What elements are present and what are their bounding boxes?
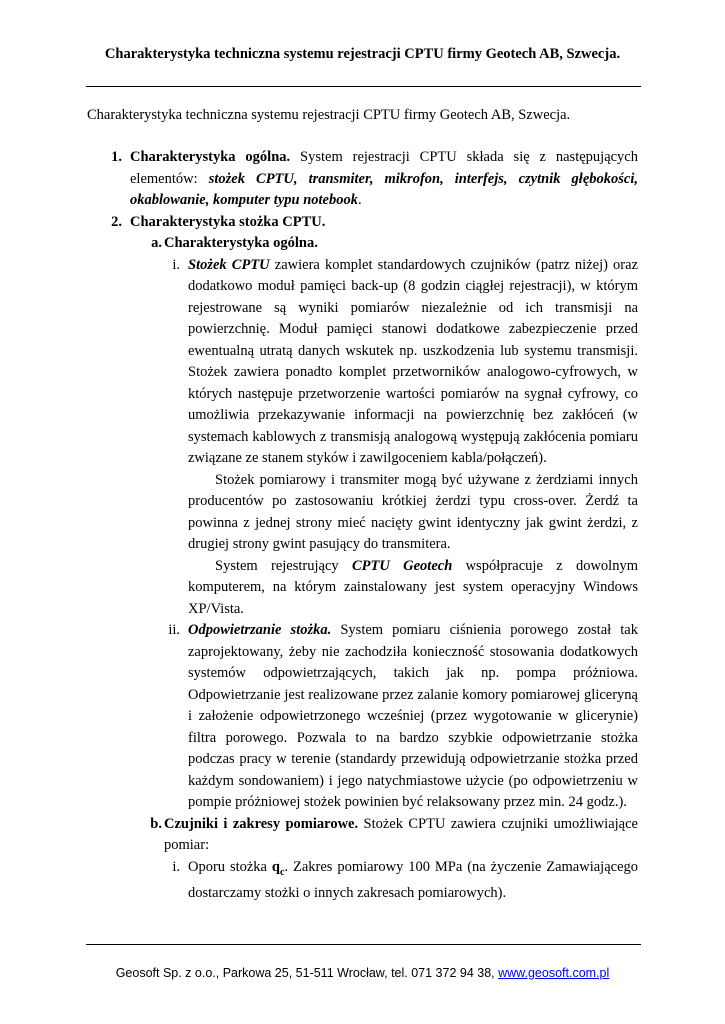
- section-2a-ii-text: [188, 620, 638, 814]
- section-2a-i-p3-term: CPTU Geotech: [351, 557, 453, 574]
- section-2a-i-p3-a: System rejestrujący: [215, 557, 352, 574]
- section-1-number: 1.: [111, 149, 122, 165]
- footer-divider: [86, 944, 641, 945]
- section-2a-i-number: i.: [172, 256, 180, 273]
- section-2a-heading-text: Charakterystyka ogólna.: [164, 235, 318, 251]
- section-2-heading: [130, 212, 638, 234]
- section-2b: [0, 814, 725, 857]
- intro-line: Charakterystyka techniczna systemu rejestracji CPTU firmy Geotech AB, Szwecja.: [87, 107, 571, 123]
- section-2a-i-p2: Stożek pomiarowy i transmiter mogą być używane z żerdziami innych producentów po zastosowaniu krótkiej żerdzi typu cross-over. Żerdź ta powinna z jednej strony mieć nacięty gwint identyczny jak gwint żerdzi, z drugiej strony gwint pasujący do transmitera.: [188, 471, 638, 552]
- section-2a-ii-body: System pomiaru ciśnienia porowego został tak zaprojektowany, żeby nie zachodziła konieczność stosowania dodatkowych systemów odpowietrzających, takich jak np. pompa próżniowa. Odpowietrzanie jest realizowane przez zalanie komory pomiarowej gliceryną i założenie odpowietrzonego wcześniej (przez wygotowanie w glicerynie) filtra porowego. Pozwala to na bardzo szybkie odpowietrzanie stożka podczas pracy w terenie (standardy przewidują odpowietrzanie stożka przed każdym sondowaniem) i jego natychmiastowe użycie (po odpowietrzeniu w pompie próżniowej stożek powinien być relaksowany przez min. 24 godz.).: [188, 622, 638, 810]
- header-title: Charakterystyka techniczna systemu rejestracji CPTU firmy Geotech AB, Szwecja.: [104, 46, 621, 62]
- section-2a-i-p1-text: zawiera komplet standardowych czujników (patrz niżej) oraz dodatkowo moduł pamięci back-up (8 godzin ciągłej rejestracji), w którym rejestrowane są wyniki pomiarów niezależnie od ich transmisji na powierzchnię. Moduł pamięci stanowi dodatkowe zabezpieczenie przed ewentualną utratą danych wskutek np. uszkodzenia lub systemu transmisji. Stożek zawiera ponadto komplet przetworników analogowo-cyfrowych, w których następuje przetworzenie wartości pomiarów na sygnał cyfrowy, co umożliwia przekazywanie informacji na powierzchnię bez zakłóceń (w systemach kablowych z transmisją analogową występują zakłócenia pomiaru związane ze stanem styków i zawilgoceniem kabla/połączeń).: [188, 256, 638, 466]
- section-1-end: .: [358, 192, 362, 208]
- section-1-text: [130, 147, 638, 212]
- section-2a-ii-term: Odpowietrzanie stożka.: [188, 622, 332, 638]
- section-2-number: 2.: [111, 213, 122, 230]
- footer-text: Geosoft Sp. z o.o., Parkowa 25, 51-511 Wrocław, tel. 071 372 94 38,: [115, 966, 499, 980]
- section-2a-i-p1: [188, 255, 638, 470]
- section-2b-i-b: . Zakres pomiarowy 100 MPa (na życzenie Zamawiającego dostarczamy stożki o innych zakresach pomiarowych).: [188, 858, 639, 901]
- section-2a-heading: [164, 233, 638, 255]
- section-2a-i-p3-b: współpracuje z dowolnym komputerem, na którym zainstalowany jest system operacyjny Windows XP/Vista.: [188, 557, 638, 617]
- page-header: [0, 46, 725, 63]
- section-2b-heading: Czujniki i zakresy pomiarowe.: [164, 815, 359, 832]
- section-2a-ii: [0, 620, 725, 814]
- section-1: [0, 147, 725, 212]
- section-2b-i-number: i.: [172, 858, 180, 875]
- section-2a-number: a.: [151, 235, 162, 251]
- section-2: [0, 212, 725, 234]
- section-2b-i-a: Oporu stożka: [188, 858, 272, 875]
- footer-website-link[interactable]: www.geosoft.com.pl: [498, 966, 610, 980]
- section-2b-i-subscript: c: [279, 866, 285, 878]
- section-2b-text: [164, 814, 638, 857]
- section-2a: [0, 233, 725, 255]
- section-1-heading: Charakterystyka ogólna.: [130, 149, 291, 165]
- section-2a-i-p3: [188, 556, 638, 621]
- section-1-body: System rejestracji CPTU składa się z następujących elementów:: [130, 149, 638, 187]
- header-divider: [86, 86, 641, 87]
- section-1-components: stożek CPTU, transmiter, mikrofon, interfejs, czytnik głębokości, okablowanie, komputer typu notebook: [130, 170, 638, 208]
- section-2b-i-text: [188, 857, 638, 905]
- section-2a-i-term: Stożek CPTU: [188, 256, 270, 273]
- section-2a-i: [0, 255, 725, 621]
- section-2b-number: b.: [150, 815, 162, 832]
- section-2b-i-symbol: q: [271, 858, 280, 875]
- section-2a-ii-number: ii.: [168, 622, 180, 638]
- section-2-heading-text: Charakterystyka stożka CPTU.: [130, 213, 326, 230]
- section-2b-i: [0, 857, 725, 905]
- page-footer: [0, 966, 725, 980]
- document-body: [0, 147, 725, 904]
- section-2b-body: Stożek CPTU zawiera czujniki umożliwiające pomiar:: [164, 815, 638, 853]
